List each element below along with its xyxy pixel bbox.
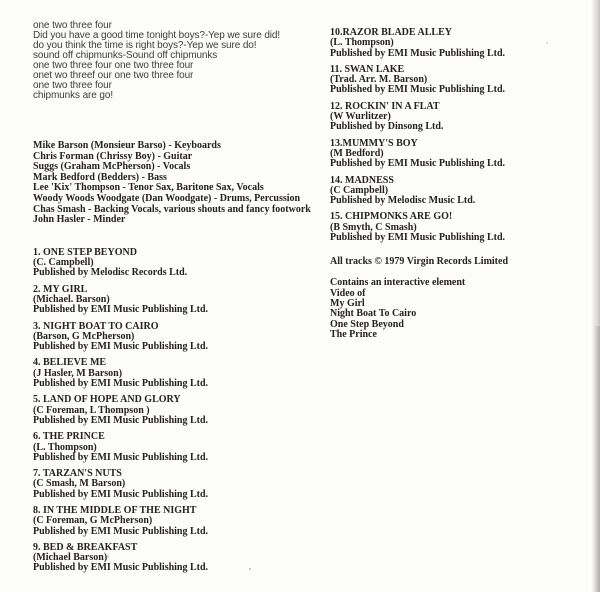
track-entry <box>33 432 328 463</box>
track-publisher: Published by EMI Music Publishing Ltd. <box>33 341 209 353</box>
track-entry <box>33 248 328 279</box>
track-entry <box>33 469 328 500</box>
track-writer: (Michael Barson) <box>33 552 108 564</box>
intro-chant-line: onet wo threef our one two three four <box>33 70 194 81</box>
track-writer: (W Wurlitzer) <box>330 111 391 123</box>
track-title: 9. BED & BREAKFAST <box>33 541 138 553</box>
scan-speck <box>107 555 109 558</box>
track-title: 13.MUMMY'S BOY <box>330 137 418 149</box>
track-writer: (Barson, G McPherson) <box>33 330 135 342</box>
right-column <box>330 28 580 340</box>
scan-speck <box>249 568 251 570</box>
track-publisher: Published by Melodisc Music Ltd. <box>330 195 476 207</box>
track-publisher: Published by EMI Music Publishing Ltd. <box>330 47 506 59</box>
band-credits-block <box>33 141 328 226</box>
track-writer: (B Smyth, C Smash) <box>330 221 417 233</box>
track-publisher: Published by EMI Music Publishing Ltd. <box>33 414 209 426</box>
band-credit-line: Lee 'Kix' Thompson - Tenor Sax, Baritone Sax, Vocals <box>33 182 264 194</box>
track-title: 1. ONE STEP BEYOND <box>33 246 137 258</box>
interactive-element-line: One Step Beyond <box>330 318 404 330</box>
interactive-element-line: Contains an interactive element <box>330 277 466 289</box>
intro-chant-block <box>33 21 328 101</box>
track-title: 14. MADNESS <box>330 174 394 186</box>
band-credit-line: Chas Smash - Backing Vocals, various shouts and fancy footwork <box>33 203 311 215</box>
track-entry <box>330 102 580 133</box>
track-title: 10.RAZOR BLADE ALLEY <box>330 27 452 38</box>
interactive-element-line: Video of <box>330 287 366 299</box>
track-writer: (C Foreman, G McPherson) <box>33 515 153 527</box>
interactive-element-line: Night Boat To Cairo <box>330 308 417 320</box>
track-publisher: Published by EMI Music Publishing Ltd. <box>330 158 506 170</box>
track-entry <box>330 28 580 59</box>
intro-chant-line: chipmunks are go! <box>33 90 114 101</box>
track-entry <box>33 543 328 574</box>
track-publisher: Published by EMI Music Publishing Ltd. <box>33 525 209 537</box>
track-writer: (C Smash, M Barson) <box>33 478 126 490</box>
track-entry <box>33 322 328 353</box>
intro-chant-line: one two three four <box>33 20 112 31</box>
track-writer: (L. Thompson) <box>330 37 394 49</box>
track-publisher: Published by EMI Music Publishing Ltd. <box>33 304 209 316</box>
track-writer: (C Campbell) <box>330 184 389 196</box>
track-entry <box>33 506 328 537</box>
track-publisher: Published by Dinsong Ltd. <box>330 121 444 133</box>
scan-edge-shadow-lower <box>593 326 600 592</box>
track-title: 4. BELIEVE ME <box>33 357 107 369</box>
track-writer: (J Hasler, M Barson) <box>33 367 123 379</box>
track-entry <box>330 212 580 243</box>
track-publisher: Published by EMI Music Publishing Ltd. <box>330 84 506 96</box>
track-writer: (Michael. Barson) <box>33 293 110 305</box>
interactive-element-line: The Prince <box>330 328 377 340</box>
track-entry <box>330 139 580 170</box>
interactive-element-line: My Girl <box>330 297 365 309</box>
track-title: 11. SWAN LAKE <box>330 63 405 75</box>
track-title: 3. NIGHT BOAT TO CAIRO <box>33 320 159 332</box>
tracklist-left <box>33 248 328 574</box>
track-title: 15. CHIPMONKS ARE GO! <box>330 211 453 223</box>
track-publisher: Published by EMI Music Publishing Ltd. <box>33 378 209 390</box>
band-credit-line: Mike Barson (Monsieur Barso) - Keyboards <box>33 140 221 151</box>
track-publisher: Published by EMI Music Publishing Ltd. <box>330 232 506 244</box>
track-writer: (M Bedford) <box>330 147 384 159</box>
track-entry <box>33 395 328 426</box>
track-entry <box>33 358 328 389</box>
track-publisher: Published by EMI Music Publishing Ltd. <box>33 562 209 574</box>
track-publisher: Published by EMI Music Publishing Ltd. <box>33 451 209 463</box>
track-title: 8. IN THE MIDDLE OF THE NIGHT <box>33 504 197 516</box>
intro-chant-line: do you think the time is right boys?-Yep we sure do! <box>33 40 257 51</box>
band-credit-line: Mark Bedford (Bedders) - Bass <box>33 171 167 183</box>
copyright-note: All tracks © 1979 Virgin Records Limited <box>330 256 509 268</box>
scan-edge-shadow <box>591 0 600 592</box>
intro-chant-line: one two three four <box>33 80 112 91</box>
track-title: 12. ROCKIN' IN A FLAT <box>330 100 440 112</box>
track-publisher: Published by Melodisc Records Ltd. <box>33 267 188 279</box>
intro-chant-line: sound off chipmunks-Sound off chipmunks <box>33 50 218 61</box>
track-writer: (L. Thompson) <box>33 441 97 453</box>
track-title: 2. MY GIRL <box>33 283 88 295</box>
track-title: 6. THE PRINCE <box>33 431 105 443</box>
track-writer: (Trad. Arr. M. Barson) <box>330 74 428 86</box>
left-column <box>33 21 328 580</box>
track-entry <box>330 65 580 96</box>
track-title: 7. TARZAN'S NUTS <box>33 468 122 480</box>
band-credit-line: John Hasler - Minder <box>33 214 126 226</box>
intro-chant-line: Did you have a good time tonight boys?-Yep we sure did! <box>33 30 281 41</box>
interactive-element-block <box>330 278 580 340</box>
track-entry <box>33 285 328 316</box>
track-writer: (C Foreman, L Thompson ) <box>33 404 150 416</box>
band-credit-line: Suggs (Graham McPherson) - Vocals <box>33 161 191 173</box>
band-credit-line: Woody Woods Woodgate (Dan Woodgate) - Drums, Percussion <box>33 192 301 204</box>
track-writer: (C. Campbell) <box>33 257 94 269</box>
band-credit-line: Chris Forman (Chrissy Boy) - Guitar <box>33 150 193 162</box>
scan-speck <box>546 42 548 44</box>
track-entry <box>330 176 580 207</box>
track-title: 5. LAND OF HOPE AND GLORY <box>33 394 181 406</box>
track-publisher: Published by EMI Music Publishing Ltd. <box>33 488 209 500</box>
tracklist-right <box>330 28 580 243</box>
intro-chant-line: one two three four one two three four <box>33 60 194 71</box>
